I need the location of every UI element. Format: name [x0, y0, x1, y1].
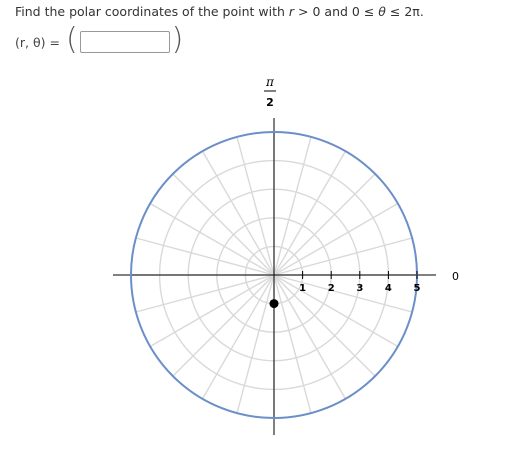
- grid-spoke: [274, 137, 311, 275]
- question-end: ≤ 2π.: [385, 4, 424, 19]
- r-tick-label: 1: [299, 283, 307, 294]
- grid-spoke: [274, 174, 375, 275]
- question-theta: θ: [378, 4, 386, 19]
- r-tick-label: 3: [356, 283, 364, 294]
- pi-over-2-denominator: 2: [266, 96, 274, 109]
- pi-over-2-numerator: π: [266, 75, 274, 89]
- grid-spoke: [203, 151, 275, 275]
- r-tick-label: 2: [327, 283, 335, 294]
- open-paren: (: [65, 22, 78, 57]
- question-r: r: [288, 4, 295, 19]
- grid-spoke: [150, 275, 274, 347]
- grid-spoke: [274, 238, 412, 275]
- question-mid: > 0 and 0 ≤: [294, 4, 379, 19]
- answer-label: (r, θ) =: [15, 34, 60, 50]
- grid-spoke: [274, 275, 346, 399]
- grid-spoke: [136, 275, 274, 312]
- zero-angle-label: 0: [452, 270, 459, 283]
- close-paren: ): [171, 22, 184, 57]
- grid-spoke: [274, 275, 398, 347]
- grid-spoke: [173, 174, 274, 275]
- r-tick-label: 5: [413, 283, 421, 294]
- grid-spoke: [237, 275, 274, 413]
- grid-spoke: [136, 238, 274, 275]
- pi-over-2-label: [264, 75, 276, 109]
- grid-spoke: [173, 275, 274, 376]
- r-tick-label: 4: [384, 283, 392, 294]
- grid-spoke: [203, 275, 275, 399]
- grid-spoke: [274, 151, 346, 275]
- grid-spoke: [150, 204, 274, 276]
- plotted-point: [270, 299, 279, 308]
- question-prefix: Find the polar coordinates of the point with: [15, 4, 289, 19]
- grid-spoke: [274, 204, 398, 276]
- grid-spoke: [274, 275, 311, 413]
- grid-spoke: [237, 137, 274, 275]
